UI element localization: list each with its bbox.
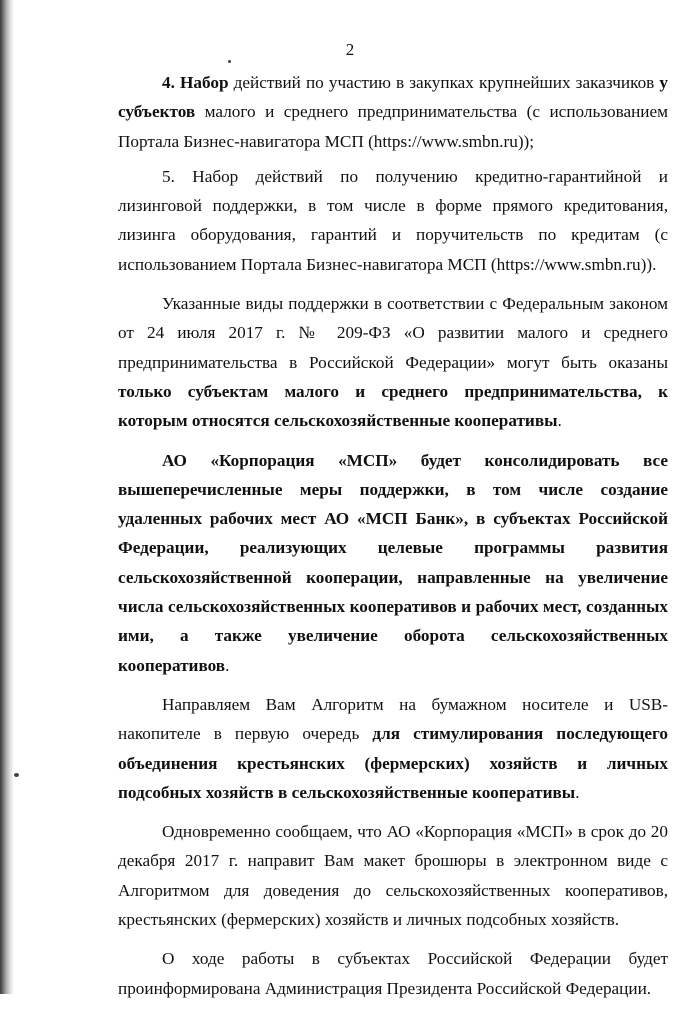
- bold-phrase: Набор: [180, 73, 229, 92]
- paragraph-brochure: [118, 817, 668, 934]
- paragraph-support-types: [118, 289, 668, 435]
- bold-phrase: только субъектам малого и среднего предпринимательства, к которым относятся сельскохозяйственные кооперативы: [118, 381, 668, 431]
- paragraph-end: .: [225, 655, 230, 675]
- paragraph-end: .: [557, 411, 562, 431]
- paragraph-item-4: [118, 68, 668, 156]
- paragraph-text: Одновременно сообщаем, что АО «Корпорация «МСП» в срок до 20 декабря 2017 г. направит Вам макет брошюры в электронном виде с Алгоритмом для доведения до сельскохозяйственных кооперативов, крестьянских (фермерских) хозяйств и личных подсобных хозяйств.: [118, 822, 668, 930]
- bold-phrase: у субъектов: [118, 73, 668, 122]
- letter-body: [118, 68, 668, 1009]
- paragraph-text: О ходе работы в субъектах Российской Федерации будет проинформирована Администрация Президента Российской Федерации.: [118, 949, 668, 998]
- paragraph-text: Направляем Вам Алгоритм на бумажном носителе и USB-накопителе в первую очередь: [118, 694, 668, 744]
- paragraph-end: .: [575, 782, 580, 802]
- paragraph-item-5: [118, 162, 668, 279]
- bold-phrase: для стимулирования последующего объединения крестьянских (фермерских) хозяйств и личных подсобных хозяйств в сельскохозяйственные кооперативы: [118, 724, 668, 802]
- item-number: 4.: [162, 73, 175, 92]
- paragraph-algorithm: [118, 690, 668, 807]
- paragraph-corporation: [118, 446, 668, 680]
- paragraph-text: малого и среднего предпринимательства (с использованием Портала Бизнес-навигатора МСП (https://www.smbn.ru));: [118, 102, 668, 151]
- bold-phrase: АО «Корпорация «МСП» будет консолидировать все вышеперечисленные меры поддержки, в том числе создание удаленных рабочих мест АО «МСП Банк», в субъектах Российской Федерации, реализующих целевые программы развития сельскохозяйственной кооперации, направленные на увеличение числа сельскохозяйственных кооперативов и рабочих мест, созданных ими, а также увеличение оборота сельскохозяйственных кооперативов: [118, 450, 668, 675]
- paragraph-administration: [118, 944, 668, 1003]
- paragraph-text: 5. Набор действий по получению кредитно-гарантийной и лизинговой поддержки, в том числе в форме прямого кредитования, лизинга оборудования, гарантий и поручительств по кредитам (с использованием Портала Бизнес-навигатора МСП (https://www.smbn.ru)).: [118, 166, 668, 274]
- paragraph-text: действий по участию в закупках крупнейших заказчиков: [228, 73, 660, 92]
- page-number: 2: [345, 40, 355, 59]
- scan-shadow-edge: [0, 0, 14, 994]
- scan-speck: [228, 60, 231, 63]
- paragraph-text: Указанные виды поддержки в соответствии с Федеральным законом от 24 июля 2017 г. № 209-ФЗ «О развитии малого и среднего предпринимательства в Российской Федерации» могут быть оказаны: [118, 294, 668, 372]
- scan-speck: [14, 773, 19, 777]
